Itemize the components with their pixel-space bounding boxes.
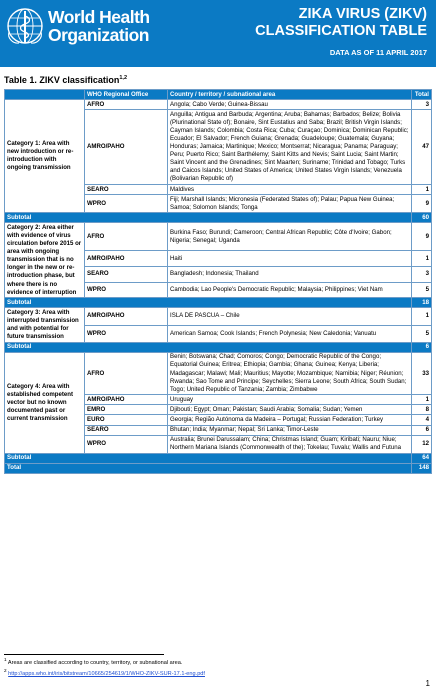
region-cell: EURO	[85, 415, 168, 425]
who-emblem-icon	[5, 6, 45, 46]
title-line-1: ZIKA VIRUS (ZIKV)	[298, 6, 427, 22]
subtotal-label: Subtotal	[5, 453, 412, 463]
total-cell: 1	[412, 308, 432, 325]
region-cell: WPRO	[85, 325, 168, 342]
total-cell: 12	[412, 435, 432, 453]
total-cell: 8	[412, 405, 432, 415]
table-header-row	[5, 90, 432, 100]
region-cell: SEARO	[85, 425, 168, 435]
countries-cell: Haiti	[168, 251, 412, 267]
total-cell: 4	[412, 415, 432, 425]
header-banner	[0, 0, 436, 67]
countries-cell: American Samoa; Cook Islands; French Polynesia; New Caledonia; Vanuatu	[168, 325, 412, 342]
subtotal-label: Subtotal	[5, 213, 412, 223]
subtotal-row	[5, 213, 432, 223]
footnote-2: $^2$ http://apps.who.int/iris/bitstream/10665/254619/1/WHO-ZIKV-SUR-17.1-eng.pdf	[4, 667, 205, 677]
countries-cell: Australia; Brunei Darussalam; China; Christmas Island; Guam; Kiribati; Nauru; Niue; Northern Mariana Islands (Commonwealth of the); Tokelau; Tuvalu; Wallis and Futuna	[168, 435, 412, 453]
region-cell: EMRO	[85, 405, 168, 415]
countries-cell: Bhutan; India; Myanmar; Nepal; Sri Lanka; Timor-Leste	[168, 425, 412, 435]
countries-cell: Uruguay	[168, 395, 412, 405]
subtotal-row	[5, 298, 432, 308]
category-label: Category 1: Area with new introduction or re-introduction with ongoing transmission	[5, 100, 85, 213]
org-line-1: World Health	[48, 7, 150, 27]
countries-cell: Bangladesh; Indonesia; Thailand	[168, 267, 412, 283]
countries-cell: Djibouti; Egypt; Oman; Pakistan; Saudi Arabia; Somalia; Sudan; Yemen	[168, 405, 412, 415]
region-cell: AFRO	[85, 352, 168, 394]
region-cell: AMRO/PAHO	[85, 308, 168, 325]
countries-cell: Georgia; Região Autónoma da Madeira – Portugal; Russian Federation; Turkey	[168, 415, 412, 425]
table-row	[5, 100, 432, 110]
total-cell: 3	[412, 100, 432, 110]
footnotes	[4, 654, 432, 678]
document-title	[255, 6, 427, 40]
category-label: Category 4: Area with established competent vector but no known documented past or current transmission	[5, 352, 85, 453]
classification-table	[4, 89, 432, 474]
category-label: Category 3: Area with interrupted transmission and with potential for future transmission	[5, 308, 85, 342]
countries-cell: Anguilla; Antigua and Barbuda; Argentina; Aruba; Bahamas; Barbados; Belize; Bolivia (Plurinational State of); Bonaire, Sint Eustatius and Saba; Brazil; British Virgin Islands; Cayman Islands; Colombia; Costa Rica; Cuba; Curaçao; Dominica; Dominican Republic; Ecuador; El Salvador; French Guiana; Grenada; Guadeloupe; Guatemala; Guyana; Honduras; Jamaica; Martinique; Mexico; Montserrat; Nicaragua; Panama; Paraguay; Peru; Puerto Rico; Saint Barthélemy; Saint Kitts and Nevis; Saint Lucia; Saint Martin; Saint Vincent and the Grenadines; Sint Maarten; Suriname; Trinidad and Tobago; Turks and Caicos Islands; United States of America; United States Virgin Islands; Venezuela (Bolivarian Republic of)	[168, 110, 412, 185]
total-cell: 47	[412, 110, 432, 185]
footnote-divider	[4, 654, 164, 655]
region-cell: AFRO	[85, 100, 168, 110]
header-cell-country: Country / territory / subnational area	[168, 90, 412, 100]
total-cell: 6	[412, 425, 432, 435]
region-cell: AFRO	[85, 223, 168, 251]
total-cell: 33	[412, 352, 432, 394]
table-row	[5, 308, 432, 325]
grand-total-label: Total	[5, 463, 412, 473]
header-cell-category	[5, 90, 85, 100]
footnote-1: $^1$ Areas are classified according to country, territory, or subnational area.	[4, 657, 183, 666]
total-cell: 1	[412, 251, 432, 267]
header-cell-region: WHO Regional Office	[85, 90, 168, 100]
subtotal-label: Subtotal	[5, 298, 412, 308]
table-row	[5, 352, 432, 394]
total-cell: 9	[412, 223, 432, 251]
data-date: DATA AS OF 11 APRIL 2017	[329, 48, 427, 57]
total-cell: 5	[412, 325, 432, 342]
total-cell: 1	[412, 185, 432, 195]
countries-cell: Benin; Botswana; Chad; Comoros; Congo; Democratic Republic of the Congo; Equatorial Guinea; Eritrea; Ethiopia; Gambia; Ghana; Guinea; Kenya; Liberia; Madagascar; Malawi; Mali; Mauritius; Mayotte; Mozambique; Namibia; Niger; Réunion; Rwanda; Sao Tome and Principe; Seychelles; Sierra Leone; South Africa; South Sudan; Togo; United Republic of Tanzania; Zambia; Zimbabwe	[168, 352, 412, 394]
table-row	[5, 223, 432, 251]
total-cell: 5	[412, 282, 432, 298]
region-cell: WPRO	[85, 195, 168, 213]
footnote-link[interactable]: http://apps.who.int/iris/bitstream/10665/254619/1/WHO-ZIKV-SUR-17.1-eng.pdf	[8, 670, 205, 677]
organization-name	[48, 8, 150, 44]
subtotal-value: 18	[412, 298, 432, 308]
grand-total-value: 148	[412, 463, 432, 473]
countries-cell: ISLA DE PASCUA – Chile	[168, 308, 412, 325]
subtotal-value: 60	[412, 213, 432, 223]
subtotal-label: Subtotal	[5, 342, 412, 352]
header-cell-total: Total	[412, 90, 432, 100]
countries-cell: Burkina Faso; Burundi; Cameroon; Central African Republic; Côte d'Ivoire; Gabon; Nigeria; Senegal; Uganda	[168, 223, 412, 251]
countries-cell: Fiji; Marshall Islands; Micronesia (Federated States of); Palau; Papua New Guinea; Samoa; Solomon Islands; Tonga	[168, 195, 412, 213]
region-cell: WPRO	[85, 435, 168, 453]
total-cell: 1	[412, 395, 432, 405]
region-cell: SEARO	[85, 185, 168, 195]
region-cell: AMRO/PAHO	[85, 395, 168, 405]
table-body	[5, 100, 432, 474]
org-line-2: Organization	[48, 25, 149, 45]
region-cell: SEARO	[85, 267, 168, 283]
table-caption-footnote-ref: 1,2	[119, 75, 128, 81]
total-cell: 9	[412, 195, 432, 213]
total-cell: 3	[412, 267, 432, 283]
region-cell: WPRO	[85, 282, 168, 298]
page-number: 1	[425, 679, 430, 688]
table-caption-text: Table 1. ZIKV classification	[4, 75, 120, 85]
region-cell: AMRO/PAHO	[85, 110, 168, 185]
countries-cell: Angola; Cabo Verde; Guinea-Bissau	[168, 100, 412, 110]
subtotal-value: 64	[412, 453, 432, 463]
region-cell: AMRO/PAHO	[85, 251, 168, 267]
title-line-2: CLASSIFICATION TABLE	[255, 23, 427, 39]
subtotal-value: 6	[412, 342, 432, 352]
subtotal-row	[5, 453, 432, 463]
grand-total-row	[5, 463, 432, 473]
table-caption	[4, 75, 127, 85]
countries-cell: Cambodia; Lao People's Democratic Republic; Malaysia; Philippines; Viet Nam	[168, 282, 412, 298]
countries-cell: Maldives	[168, 185, 412, 195]
category-label: Category 2: Area either with evidence of virus circulation before 2015 or area with ongoing transmission that is no longer in the new or re-introduction phase, but where there is no evidence of interruption	[5, 223, 85, 298]
subtotal-row	[5, 342, 432, 352]
